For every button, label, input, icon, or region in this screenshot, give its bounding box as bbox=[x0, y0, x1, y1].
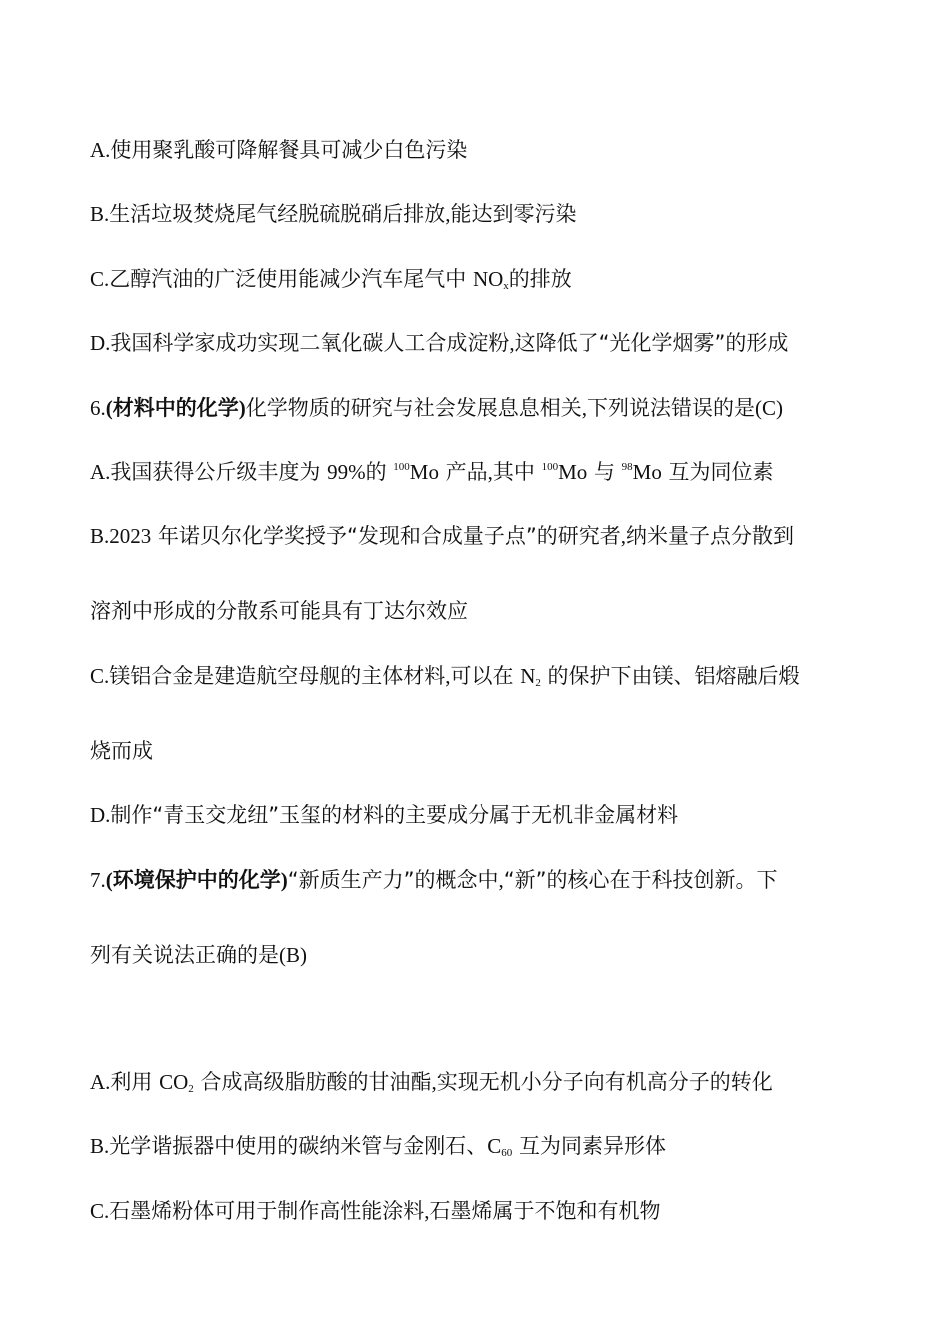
question-stem-cont: 列有关说法正确的是 bbox=[90, 943, 279, 967]
comma: , bbox=[424, 1199, 430, 1223]
option-letter: A. bbox=[90, 460, 111, 484]
q6-option-c bbox=[90, 662, 870, 690]
paren-close: ) bbox=[238, 396, 246, 420]
mass-number: 98 bbox=[621, 461, 633, 473]
option-text-cont: 的 bbox=[365, 460, 394, 484]
option-text: 我国获得公斤级丰度为 bbox=[110, 460, 328, 484]
question-number: 6. bbox=[90, 396, 106, 420]
option-letter: B. bbox=[90, 524, 110, 548]
option-text: 我国科学家成功实现二氧化碳人工合成淀粉 bbox=[110, 331, 510, 355]
comma: , bbox=[581, 396, 587, 420]
comma: , bbox=[509, 331, 515, 355]
comma: , bbox=[431, 1070, 437, 1094]
option-letter: B. bbox=[90, 1134, 110, 1158]
q5-option-d bbox=[90, 329, 870, 357]
option-text-cont: 合成高级脂肪酸的甘油酯 bbox=[193, 1070, 432, 1094]
option-letter: D. bbox=[90, 803, 111, 827]
option-text-cont: 能达到零污染 bbox=[450, 202, 577, 226]
comma: , bbox=[498, 868, 504, 892]
q5-option-b bbox=[90, 200, 870, 228]
subscript: 2 bbox=[188, 1083, 194, 1095]
option-text: 生活垃圾焚烧尾气经脱硫脱硝后排放 bbox=[109, 202, 446, 226]
question-tag: 材料中的化学 bbox=[112, 396, 239, 420]
option-text-cont: 纳米量子点分散到 bbox=[625, 524, 794, 548]
subscript: 2 bbox=[535, 677, 541, 689]
chem-formula: C bbox=[487, 1134, 502, 1158]
percent: 99% bbox=[327, 460, 366, 484]
option-text: 石墨烯粉体可用于制作高性能涂料 bbox=[109, 1199, 425, 1223]
paren-open: ( bbox=[105, 396, 113, 420]
option-text: 光学谐振器中使用的碳纳米管与金刚石、 bbox=[109, 1134, 488, 1158]
q6-option-a bbox=[90, 458, 870, 486]
option-text-cont: 的保护下由镁、铝熔融后煅 bbox=[540, 664, 800, 688]
question-stem-cont: “新”的核心在于科技创新。下 bbox=[503, 868, 778, 892]
option-text-cont: 可以在 bbox=[450, 664, 521, 688]
q6-option-b-line2 bbox=[90, 597, 870, 625]
option-text: 制作“青玉交龙纽”玉玺的材料的主要成分属于无机非金属材料 bbox=[110, 803, 679, 827]
question-number: 7. bbox=[90, 868, 106, 892]
subscript: x bbox=[503, 280, 509, 292]
question-tag: 环境保护中的化学 bbox=[112, 868, 281, 892]
element-symbol: Mo bbox=[558, 460, 588, 484]
q5-option-c bbox=[90, 265, 870, 293]
option-text-cont: 烧而成 bbox=[90, 739, 153, 763]
question-stem: 化学物质的研究与社会发展息息相关 bbox=[245, 396, 582, 420]
chem-formula: CO bbox=[159, 1070, 189, 1094]
option-text: 利用 bbox=[110, 1070, 160, 1094]
option-letter: C. bbox=[90, 664, 110, 688]
option-letter: D. bbox=[90, 331, 111, 355]
option-text-cont: 与 bbox=[587, 460, 622, 484]
q7-stem bbox=[90, 866, 870, 894]
q6-option-d bbox=[90, 801, 870, 829]
q7-stem-line2 bbox=[90, 941, 870, 969]
option-text: 使用聚乳酸可降解餐具可减少白色污染 bbox=[110, 138, 468, 162]
q5-option-a bbox=[90, 136, 870, 164]
option-text: 乙醇汽油的广泛使用能减少汽车尾气中 bbox=[109, 267, 473, 291]
chem-formula: N bbox=[520, 664, 536, 688]
option-text-cont: 溶剂中形成的分散系可能具有丁达尔效应 bbox=[90, 599, 468, 623]
element-symbol: Mo bbox=[632, 460, 662, 484]
comma: , bbox=[487, 460, 493, 484]
question-stem: “新质生产力”的概念中 bbox=[287, 868, 499, 892]
subscript: 60 bbox=[501, 1147, 513, 1159]
q6-option-c-line2 bbox=[90, 737, 870, 765]
option-text-cont: 这降低了“光化学烟雾”的形成 bbox=[514, 331, 789, 355]
comma: , bbox=[620, 524, 626, 548]
paren-open: ( bbox=[105, 868, 113, 892]
answer: (C) bbox=[755, 396, 783, 420]
comma: , bbox=[445, 664, 451, 688]
paren-close: ) bbox=[280, 868, 288, 892]
chem-formula: NO bbox=[472, 267, 504, 291]
option-text-cont: 产品 bbox=[438, 460, 488, 484]
mass-number: 100 bbox=[393, 461, 410, 473]
comma: , bbox=[445, 202, 451, 226]
option-text-cont: 石墨烯属于不饱和有机物 bbox=[429, 1199, 661, 1223]
option-letter: A. bbox=[90, 138, 111, 162]
answer: (B) bbox=[279, 943, 307, 967]
option-text-cont: 互为同素异形体 bbox=[512, 1134, 666, 1158]
option-letter: C. bbox=[90, 1199, 110, 1223]
option-text-cont: 其中 bbox=[492, 460, 542, 484]
question-stem-cont: 下列说法错误的是 bbox=[587, 396, 755, 420]
q7-option-a bbox=[90, 1068, 870, 1096]
option-letter: A. bbox=[90, 1070, 111, 1094]
q7-option-b bbox=[90, 1132, 870, 1160]
mass-number: 100 bbox=[541, 461, 559, 473]
option-text: 镁铝合金是建造航空母舰的主体材料 bbox=[109, 664, 446, 688]
q6-option-b bbox=[90, 522, 870, 550]
element-symbol: Mo bbox=[409, 460, 439, 484]
option-letter: B. bbox=[90, 202, 110, 226]
option-letter: C. bbox=[90, 267, 110, 291]
option-text-cont: 实现无机小分子向有机高分子的转化 bbox=[436, 1070, 773, 1094]
option-text: 年诺贝尔化学奖授予“发现和合成量子点”的研究者 bbox=[151, 524, 621, 548]
option-text-cont: 互为同位素 bbox=[661, 460, 774, 484]
option-text-cont: 的排放 bbox=[508, 267, 572, 291]
year: 2023 bbox=[109, 524, 152, 548]
q7-option-c bbox=[90, 1197, 870, 1225]
q6-stem bbox=[90, 394, 870, 422]
